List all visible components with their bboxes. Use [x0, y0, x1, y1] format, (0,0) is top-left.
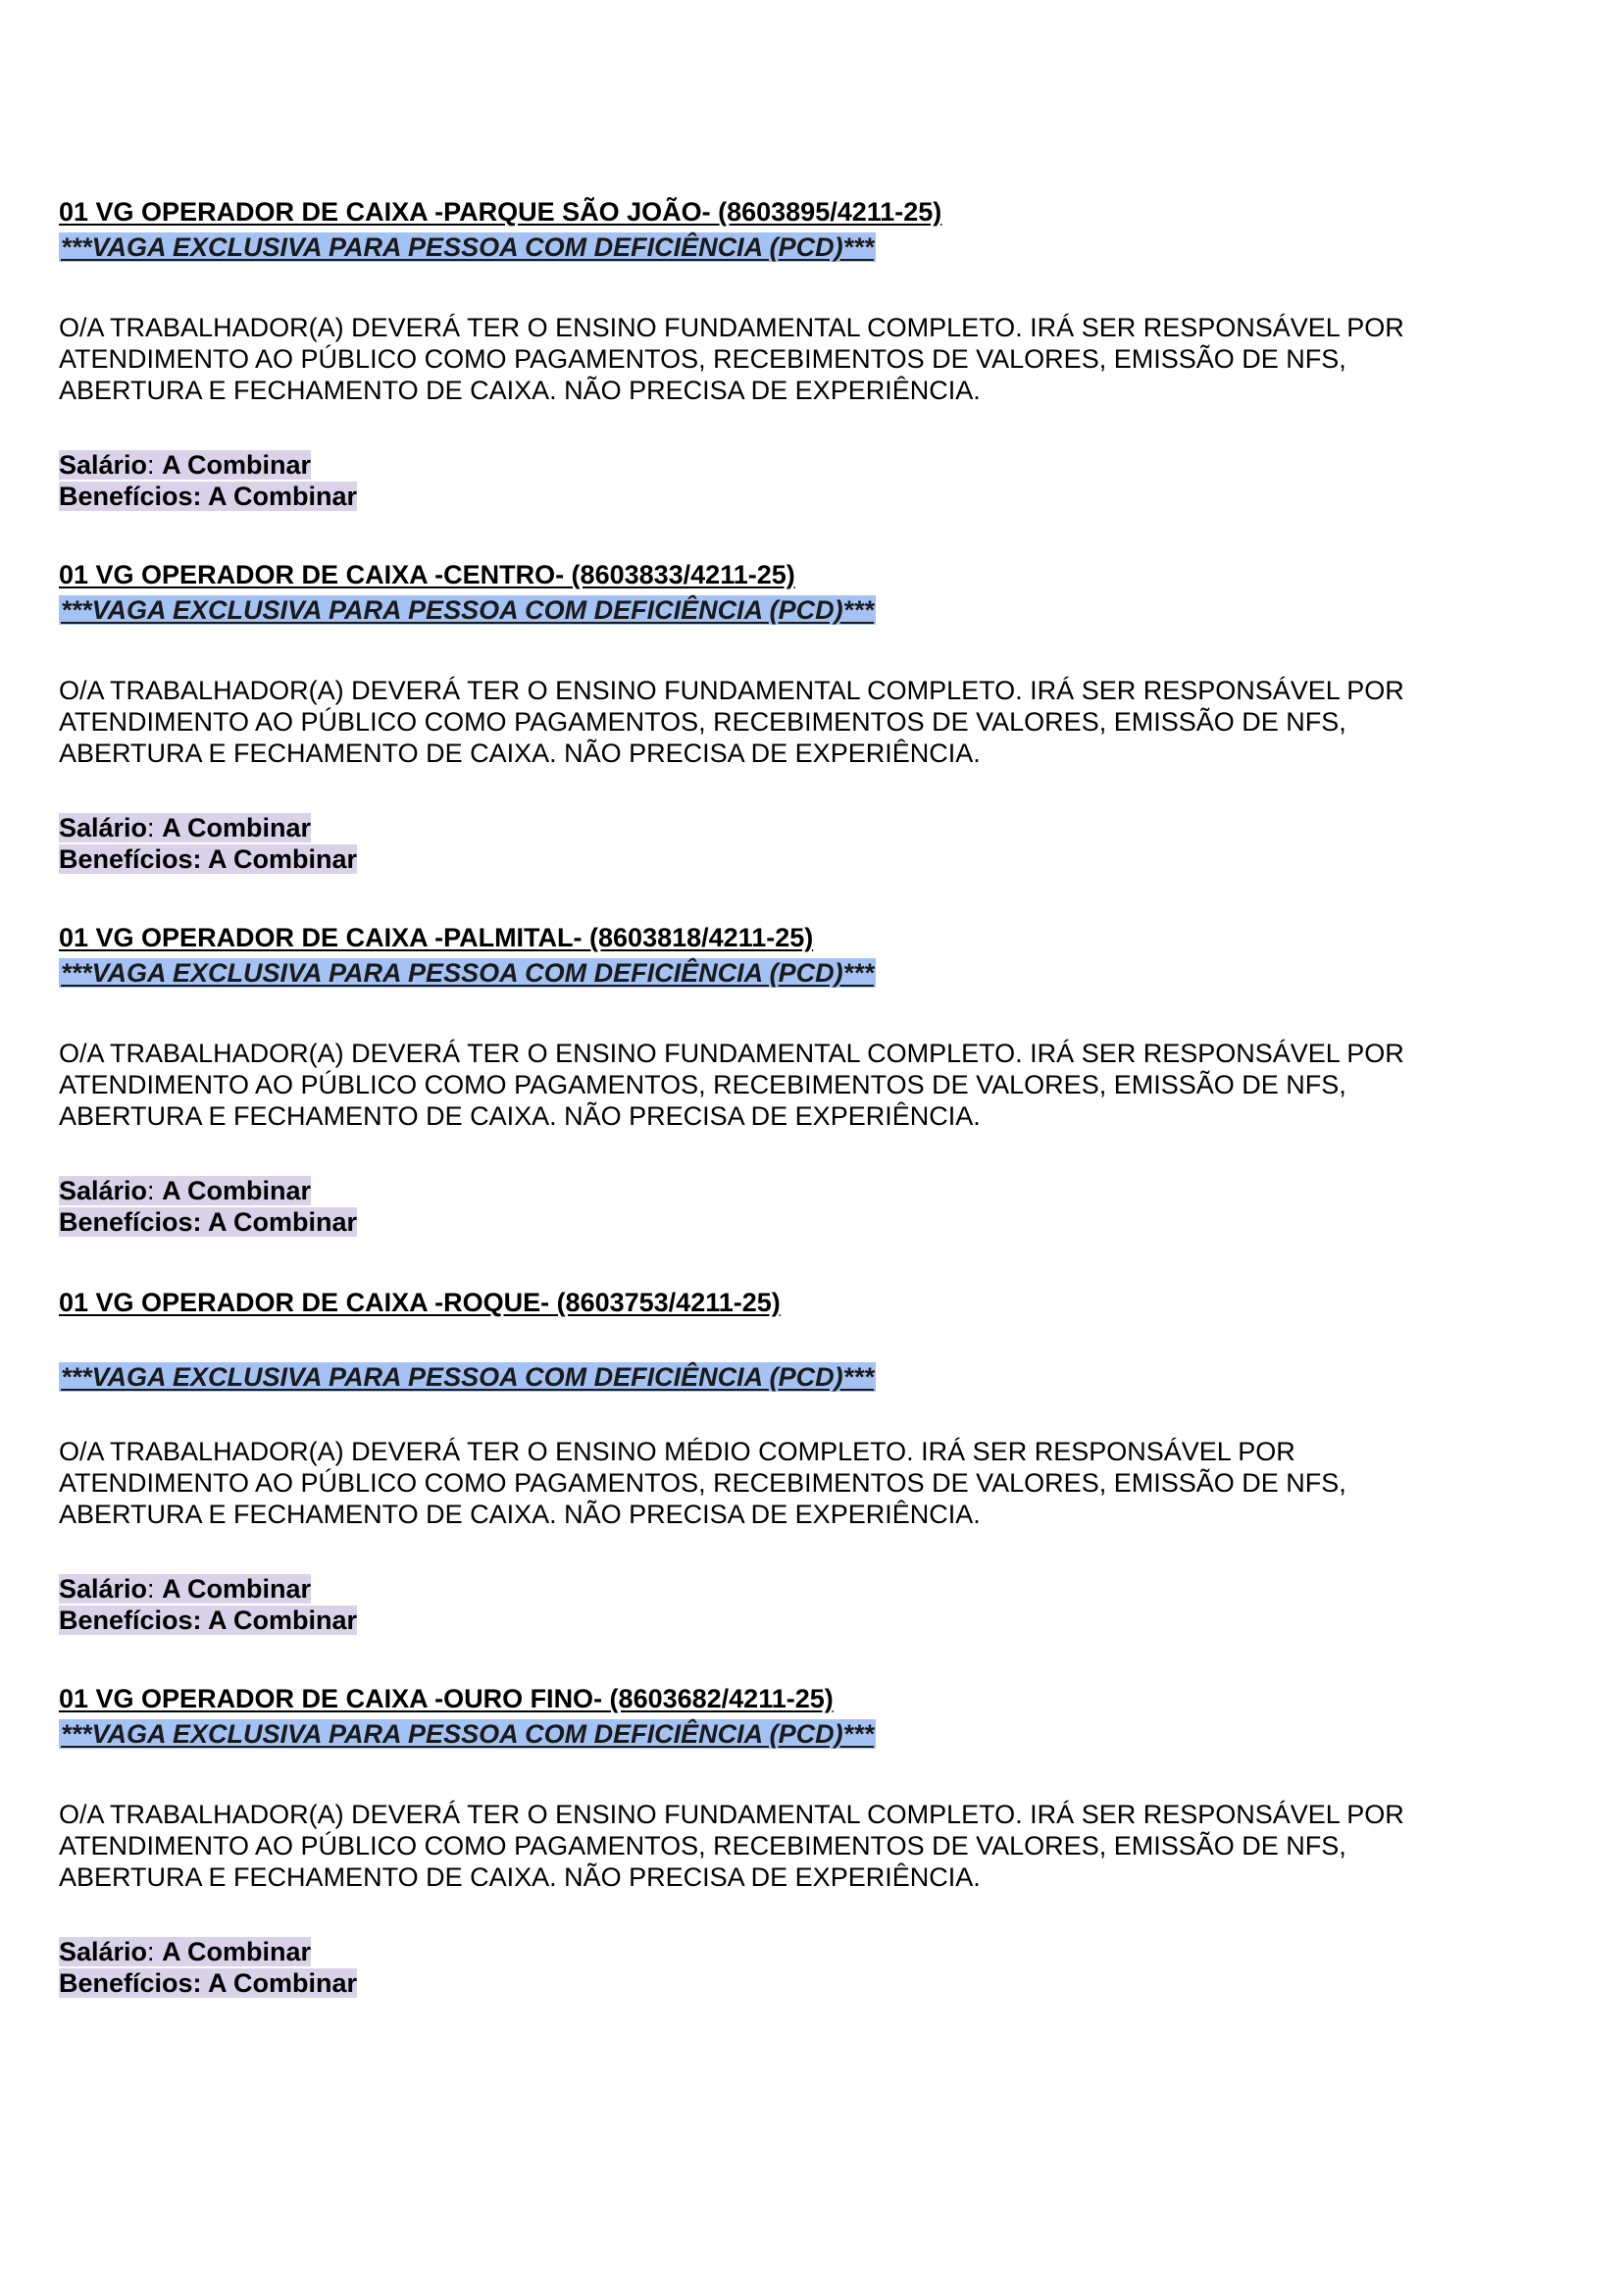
salary-label: Salário	[59, 450, 148, 480]
benefits-text: Benefícios: A Combinar	[59, 482, 358, 511]
salary-separator: :	[147, 1176, 163, 1205]
pcd-notice: ***VAGA EXCLUSIVA PARA PESSOA COM DEFICIÊNCIA (PCD)***	[61, 232, 875, 262]
pcd-notice-row	[59, 231, 876, 264]
benefits-text: Benefícios: A Combinar	[59, 844, 358, 874]
salary-row	[59, 1175, 311, 1207]
salary-row	[59, 1936, 311, 1968]
salary-separator: :	[147, 450, 163, 480]
job-description-line: ABERTURA E FECHAMENTO DE CAIXA. NÃO PRECISA DE EXPERIÊNCIA.	[59, 376, 981, 405]
pcd-notice-row	[59, 1718, 876, 1751]
pcd-notice-row	[59, 594, 876, 627]
salary-label: Salário	[59, 813, 148, 842]
benefits-text: Benefícios: A Combinar	[59, 1968, 358, 1998]
job-description-line: O/A TRABALHADOR(A) DEVERÁ TER O ENSINO MÉDIO COMPLETO. IRÁ SER RESPONSÁVEL POR	[59, 1437, 1295, 1466]
benefits-row	[59, 1967, 357, 2000]
pcd-notice: ***VAGA EXCLUSIVA PARA PESSOA COM DEFICIÊNCIA (PCD)***	[61, 595, 875, 625]
job-description-line: ABERTURA E FECHAMENTO DE CAIXA. NÃO PRECISA DE EXPERIÊNCIA.	[59, 1500, 981, 1529]
salary-value: A Combinar	[162, 1574, 312, 1604]
pcd-notice: ***VAGA EXCLUSIVA PARA PESSOA COM DEFICIÊNCIA (PCD)***	[61, 958, 875, 988]
job-description-line: ATENDIMENTO AO PÚBLICO COMO PAGAMENTOS, RECEBIMENTOS DE VALORES, EMISSÃO DE NFS,	[59, 1070, 1346, 1099]
job-title: 01 VG OPERADOR DE CAIXA -CENTRO- (8603833/4211-25)	[59, 560, 795, 589]
document-page	[59, 0, 1569, 2294]
benefits-text: Benefícios: A Combinar	[59, 1207, 358, 1237]
pcd-notice: ***VAGA EXCLUSIVA PARA PESSOA COM DEFICIÊNCIA (PCD)***	[61, 1719, 875, 1749]
job-description-line: O/A TRABALHADOR(A) DEVERÁ TER O ENSINO FUNDAMENTAL COMPLETO. IRÁ SER RESPONSÁVEL POR	[59, 676, 1404, 705]
salary-separator: :	[147, 1574, 163, 1604]
salary-label: Salário	[59, 1574, 148, 1604]
job-description-line: ATENDIMENTO AO PÚBLICO COMO PAGAMENTOS, RECEBIMENTOS DE VALORES, EMISSÃO DE NFS,	[59, 707, 1346, 737]
job-description-line: O/A TRABALHADOR(A) DEVERÁ TER O ENSINO FUNDAMENTAL COMPLETO. IRÁ SER RESPONSÁVEL POR	[59, 1039, 1404, 1068]
pcd-notice-row	[59, 1361, 876, 1394]
salary-separator: :	[147, 1937, 163, 1966]
job-title: 01 VG OPERADOR DE CAIXA -PALMITAL- (8603818/4211-25)	[59, 923, 814, 952]
pcd-notice: ***VAGA EXCLUSIVA PARA PESSOA COM DEFICIÊNCIA (PCD)***	[61, 1362, 875, 1392]
salary-value: A Combinar	[162, 1176, 312, 1205]
job-description-line: ATENDIMENTO AO PÚBLICO COMO PAGAMENTOS, RECEBIMENTOS DE VALORES, EMISSÃO DE NFS,	[59, 1831, 1346, 1861]
benefits-row	[59, 481, 357, 513]
job-title: 01 VG OPERADOR DE CAIXA -PARQUE SÃO JOÃO- (8603895/4211-25)	[59, 197, 942, 227]
salary-value: A Combinar	[162, 813, 312, 842]
salary-value: A Combinar	[162, 1937, 312, 1966]
job-description-line: ABERTURA E FECHAMENTO DE CAIXA. NÃO PRECISA DE EXPERIÊNCIA.	[59, 1862, 981, 1892]
job-description-line: ATENDIMENTO AO PÚBLICO COMO PAGAMENTOS, RECEBIMENTOS DE VALORES, EMISSÃO DE NFS,	[59, 1468, 1346, 1498]
pcd-notice-row	[59, 957, 876, 990]
salary-value: A Combinar	[162, 450, 312, 480]
job-description-line: ABERTURA E FECHAMENTO DE CAIXA. NÃO PRECISA DE EXPERIÊNCIA.	[59, 1101, 981, 1131]
benefits-row	[59, 843, 357, 876]
salary-row	[59, 449, 311, 482]
salary-row	[59, 1573, 311, 1606]
salary-row	[59, 812, 311, 844]
job-description-line: ABERTURA E FECHAMENTO DE CAIXA. NÃO PRECISA DE EXPERIÊNCIA.	[59, 739, 981, 768]
benefits-row	[59, 1206, 357, 1239]
salary-label: Salário	[59, 1937, 148, 1966]
benefits-text: Benefícios: A Combinar	[59, 1606, 358, 1635]
salary-label: Salário	[59, 1176, 148, 1205]
job-description-line: ATENDIMENTO AO PÚBLICO COMO PAGAMENTOS, RECEBIMENTOS DE VALORES, EMISSÃO DE NFS,	[59, 344, 1346, 374]
job-title: 01 VG OPERADOR DE CAIXA -OURO FINO- (8603682/4211-25)	[59, 1684, 834, 1713]
job-description-line: O/A TRABALHADOR(A) DEVERÁ TER O ENSINO FUNDAMENTAL COMPLETO. IRÁ SER RESPONSÁVEL POR	[59, 313, 1404, 342]
benefits-row	[59, 1605, 357, 1637]
job-description-line: O/A TRABALHADOR(A) DEVERÁ TER O ENSINO FUNDAMENTAL COMPLETO. IRÁ SER RESPONSÁVEL POR	[59, 1800, 1404, 1829]
job-title: 01 VG OPERADOR DE CAIXA -ROQUE- (8603753/4211-25)	[59, 1288, 781, 1317]
salary-separator: :	[147, 813, 163, 842]
